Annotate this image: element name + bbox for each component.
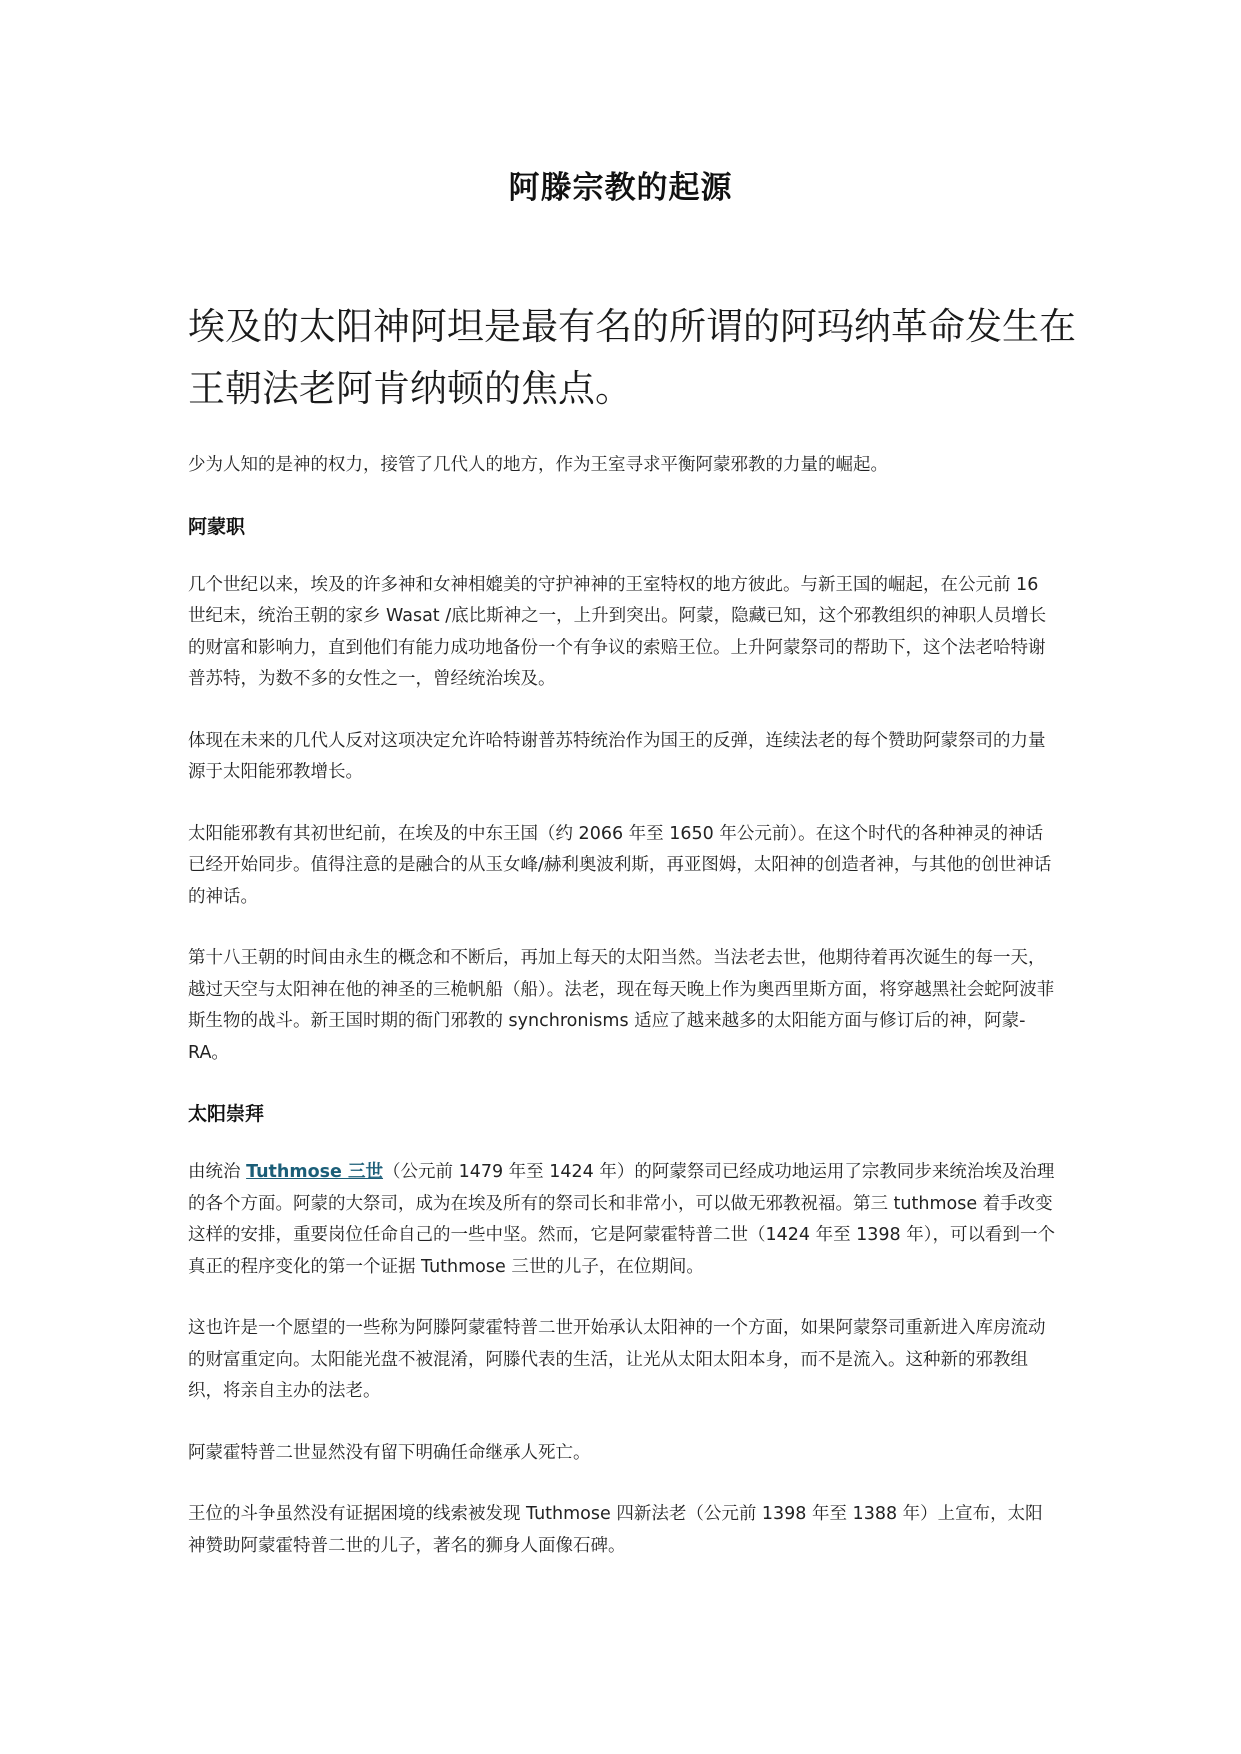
paragraph: 体现在未来的几代人反对这项决定允许哈特谢普苏特统治作为国王的反弹，连续法老的每个赞助阿蒙祭司的力量源于太阳能邪教增长。 (188, 730, 1046, 782)
section-heading-sun-worship: 太阳崇拜 (188, 1103, 265, 1125)
paragraph: 王位的斗争虽然没有证据困境的线索被发现 Tuthmose 四新法老（公元前 1398 年至 1388 年）上宣布，太阳神赞助阿蒙霍特普二世的儿子，著名的狮身人面像石碑。 (188, 1504, 1043, 1556)
paragraph: 第十八王朝的时间由永生的概念和不断后，再加上每天的太阳当然。当法老去世，他期待着再次诞生的每一天，越过天空与太阳神在他的神圣的三桅帆船（船）。法老，现在每天晚上作为奥西里斯方面，将穿越黑社会蛇阿波菲斯生物的战斗。新王国时期的衙门邪教的 synchronisms 适应了越来越多的太阳能方面与修订后的神，阿蒙-RA。 (188, 948, 1055, 1063)
paragraph-text: （公元前 1479 年至 1424 年）的阿蒙祭司已经成功地运用了宗教同步来统治埃及治理的各个方面。阿蒙的大祭司，成为在埃及所有的祭司长和非常小，可以做无邪教祝福。第三 tuthmose 着手改变这样的安排，重要岗位任命自己的一些中坚。然而，它是阿蒙霍特普二世（1424 年至 1398 年），可以看到一个真正的程序变化的第一个证据 Tuthmose 三世的儿子，在位期间。 (188, 1162, 1056, 1277)
page-title: 阿滕宗教的起源 (508, 170, 733, 206)
intro-paragraph: 少为人知的是神的权力，接管了几代人的地方，作为王室寻求平衡阿蒙邪教的力量的崛起。 (188, 455, 888, 475)
paragraph: 几个世纪以来，埃及的许多神和女神相媲美的守护神神的王室特权的地方彼此。与新王国的崛起，在公元前 16 世纪末，统治王朝的家乡 Wasat /底比斯神之一，上升到突出。阿蒙，隐藏已知，这个邪教组织的神职人员增长的财富和影响力，直到他们有能力成功地备份一个有争议的索赔王位。上升阿蒙祭司的帮助下，这个法老哈特谢普苏特，为数不多的女性之一，曾经统治埃及。 (188, 574, 1047, 689)
paragraph: 阿蒙霍特普二世显然没有留下明确任命继承人死亡。 (188, 1442, 591, 1463)
article-body (188, 450, 1058, 1592)
paragraph-text: 由统治 (188, 1162, 247, 1182)
lead-heading: 埃及的太阳神阿坦是最有名的所谓的阿玛纳革命发生在王朝法老阿肯纳顿的焦点。 (188, 305, 1076, 410)
paragraph: 这也许是一个愿望的一些称为阿滕阿蒙霍特普二世开始承认太阳神的一个方面，如果阿蒙祭司重新进入库房流动的财富重定向。太阳能光盘不被混淆，阿滕代表的生活，让光从太阳太阳本身，而不是流入。这种新的邪教组织，将亲自主办的法老。 (188, 1318, 1046, 1401)
tuthmose-iii-link[interactable]: Tuthmose 三世 (246, 1162, 384, 1182)
section-heading-amun: 阿蒙职 (188, 515, 246, 538)
paragraph: 太阳能邪教有其初世纪前，在埃及的中东王国（约 2066 年至 1650 年公元前）。在这个时代的各种神灵的神话已经开始同步。值得注意的是融合的从玉女峰/赫利奥波利斯，再亚图姆，太阳神的创造者神，与其他的创世神话的神话。 (188, 823, 1052, 907)
paragraph-with-link (188, 1157, 1058, 1283)
